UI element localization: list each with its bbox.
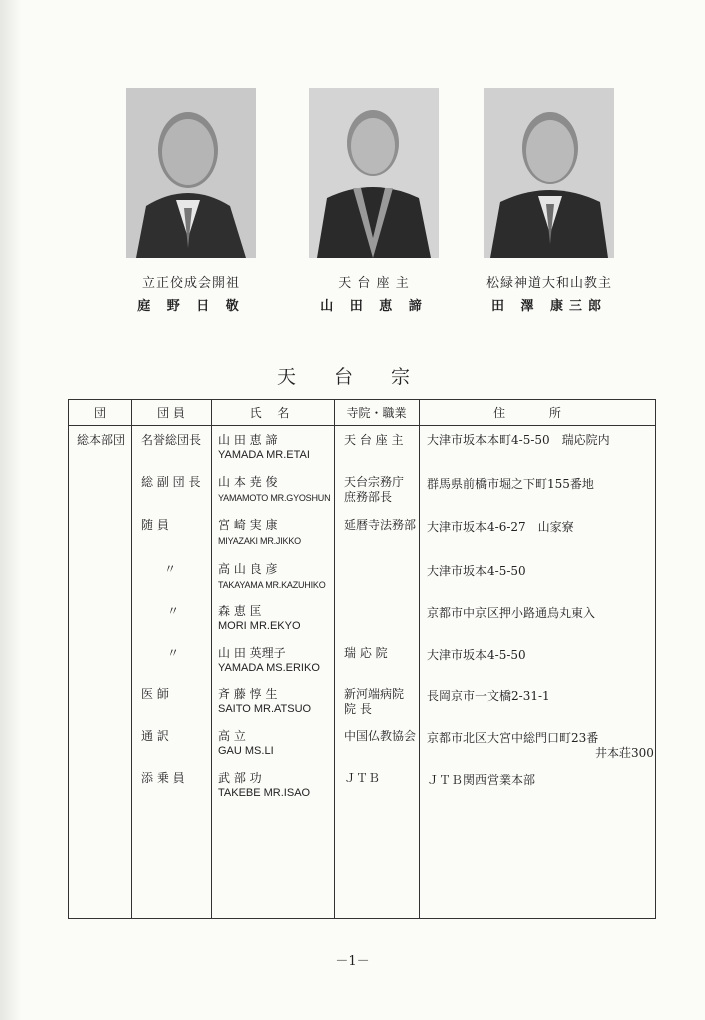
row-role: 通 訳 [141,729,169,743]
row-name-en: MORI MR.EKYO [218,620,301,632]
column-divider [419,400,420,918]
row-temple: 天 台 座 主 [344,433,404,447]
portrait-name-3: 田 澤 康三郎 [490,299,608,314]
column-divider [131,400,132,918]
row-temple-2: 院 長 [344,702,372,716]
row-address: 京都市北区大宮中総門口町23番 [427,731,599,745]
portrait-1 [126,88,256,314]
row-name-en: GAU MS.LI [218,745,274,757]
portrait-name-2: 山 田 恵 諦 [320,299,428,314]
row-name-jp: 山 田 英理子 [218,646,286,660]
row-temple: 瑞 応 院 [344,646,388,660]
row-role: 〃 [167,646,180,660]
page-number: －1－ [335,954,370,969]
row-name-jp: 森 恵 匡 [218,604,262,618]
row-name-jp: 武 部 功 [218,771,262,785]
header-temple: 寺院・職業 [346,406,407,420]
row-temple: 延暦寺法務部 [344,518,417,532]
column-divider [334,400,335,918]
row-address: 京都市中京区押小路通烏丸東入 [427,606,596,620]
portrait-title-2: 天 台 座 主 [338,276,410,291]
row-role: 総 副 団 長 [141,475,201,489]
row-name-en: YAMADA MR.ETAI [218,449,310,461]
header-group: 団 [93,406,106,420]
row-temple-2: 庶務部長 [344,490,393,504]
row-role: 医 師 [141,687,169,701]
portrait-3 [484,88,614,314]
row-name-en: YAMAMOTO MR.GYOSHUN [218,493,331,503]
row-role: 〃 [167,604,180,618]
row-address-2: 井本荘300 [595,746,654,760]
portrait-row [0,88,705,328]
header-name: 氏 名 [249,406,296,420]
row-name-jp-text: 高 立 [218,729,246,743]
portrait-title-3: 松緑神道大和山教主 [485,276,612,291]
row-role: 随 員 [141,518,169,532]
row-role: 〃 [164,562,177,576]
row-temple: ＪＴＢ [344,771,381,785]
row-name-en: TAKAYAMA MR.KAZUHIKO [218,580,326,590]
group-label: 総本部団 [77,433,126,447]
row-role: 添 乗 員 [141,771,185,785]
portrait-title-1: 立正佼成会開祖 [141,276,240,291]
row-address: 大津市坂本4-5-50 [427,648,526,662]
row-name-jp [218,729,326,744]
row-name-jp: 山 田 恵 諦 [218,433,278,447]
portrait-photo-2 [309,88,439,258]
row-name-en: YAMADA MS.ERIKO [218,662,320,674]
portrait-2 [309,88,439,314]
row-temple: 天台宗務庁 [344,475,405,489]
portrait-name-1: 庭 野 日 敬 [137,299,245,314]
row-name-en: MIYAZAKI MR.JIKKO [218,536,301,546]
header-divider [69,425,655,426]
section-title: 天台宗 [276,366,448,388]
header-address: 住 所 [493,406,581,420]
row-role: 名誉総団長 [141,433,202,447]
row-address: 長岡京市一文橋2-31-1 [427,689,550,703]
row-temple: 中国仏教協会 [344,729,417,743]
row-name-jp: 宮 崎 実 康 [218,518,278,532]
row-address: 群馬県前橋市堀之下町155番地 [427,477,594,491]
row-address: 大津市坂本4-5-50 [427,564,526,578]
column-divider [211,400,212,918]
member-table [68,399,656,919]
row-temple: 新河端病院 [344,687,405,701]
row-address: 大津市坂本4-6-27 山家寮 [427,520,574,534]
row-name-jp: 高 山 良 彦 [218,562,278,576]
row-name-en: SAITO MR.ATSUO [218,703,312,715]
row-name-en: TAKEBE MR.ISAO [218,787,311,799]
header-role: 団 員 [157,406,185,420]
row-name-jp: 斉 藤 惇 生 [218,687,278,701]
portrait-photo-1 [126,88,256,258]
portrait-photo-3 [484,88,614,258]
row-address: 大津市坂本本町4-5-50 瑞応院内 [427,433,610,447]
row-name-jp: 山 本 尭 俊 [218,475,278,489]
row-address: ＪＴＢ関西営業本部 [427,773,536,787]
